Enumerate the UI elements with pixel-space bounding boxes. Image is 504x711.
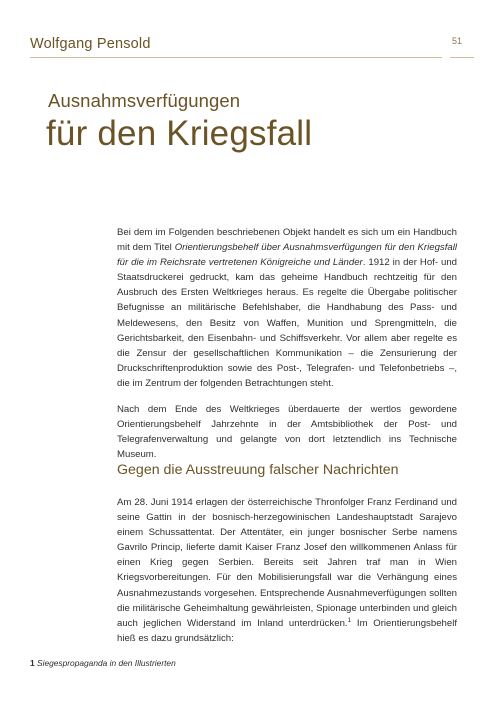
pre-title: Ausnahmsverfügungen (48, 90, 241, 111)
paragraph-lead-text: Bei dem im Folgenden beschriebenen Objekt handelt es sich um ein Handbuch mit dem Titel (117, 227, 457, 254)
section-heading: Gegen die Ausstreuung falscher Nachrichten (117, 462, 399, 478)
page-number: 51 (452, 36, 463, 46)
header-rule (30, 57, 442, 58)
page-title: für den Kriegsfall (46, 114, 313, 153)
paragraph-text: Am 28. Juni 1914 erlagen der österreichische Thronfolger Franz Ferdinand und seine Gattin in der bosnisch-herzegowinischen Landeshauptstadt Sarajevo einem Schussattentat. Der Attentäter, ein junger bosnischer Serbe namens Gavrilo Princip, lieferte damit Kaiser Franz Josef den willkommenen Anlass für einen Krieg gegen Serbien. Bereits seit Jahren traf man in Wien Kriegsvorbereitungen. Für den Mobilisierungsfall war die Verhängung eines Ausnahmezustands vorgesehen. Entsprechende Ausnahmeverfügungen sollten die militärische Geheimhaltung gewährleisten, Spionage unterbinden und gleich auch jeglichen Widerstand im Inland unterdrücken. (117, 497, 457, 629)
footnote-number: 1 (30, 658, 35, 668)
book-title-italic: Orientierungsbehelf über Ausnahmsverfügungen für den Kriegsfall für die im Reichsrate vertretenen Königreiche und Länder (117, 242, 457, 269)
footnote (30, 658, 200, 669)
running-header-author: Wolfgang Pensold (30, 36, 151, 52)
footnote-text: Siegespropaganda in den Illustrierten (37, 658, 176, 668)
body-paragraph-intro (117, 225, 457, 391)
page-number-rule (450, 57, 474, 58)
body-paragraph-sarajevo (117, 495, 457, 646)
paragraph-rest-text: . 1912 in der Hof- und Staatsdruckerei gedruckt, kam das geheime Handbuch rechtzeitig für den Ausbruch des Ersten Weltkrieges heraus. Es regelte die Übergabe politischer Befugnisse an militärische Befehlshaber, die Handhabung des Pass- und Meldewesens, den Besitz von Waffen, Munition und Sprengmitteln, die Gerichtsbarkeit, den Eisenbahn- und Schiffsverkehr. Vor allem aber regelte es die Zensur der gesellschaftlichen Kommunikation – die Zensurierung der Druckschriftenproduktion sowie des Post-, Telegrafen- und Telefonbetriebs –, die im Zentrum der folgenden Betrachtungen steht. (117, 257, 457, 389)
paragraph-tail-text: Im Orientierungsbehelf hieß es dazu grundsätzlich: (117, 617, 457, 644)
body-paragraph-museum: Nach dem Ende des Weltkrieges überdauerte der wertlos gewordene Orientierungsbehelf Jahrzehnte in der Amtsbibliothek der Post- und Telegrafenverwaltung und gelangte von dort letztendlich ins Technische Museum. (117, 404, 457, 461)
footnote-reference: 1 (347, 616, 352, 624)
